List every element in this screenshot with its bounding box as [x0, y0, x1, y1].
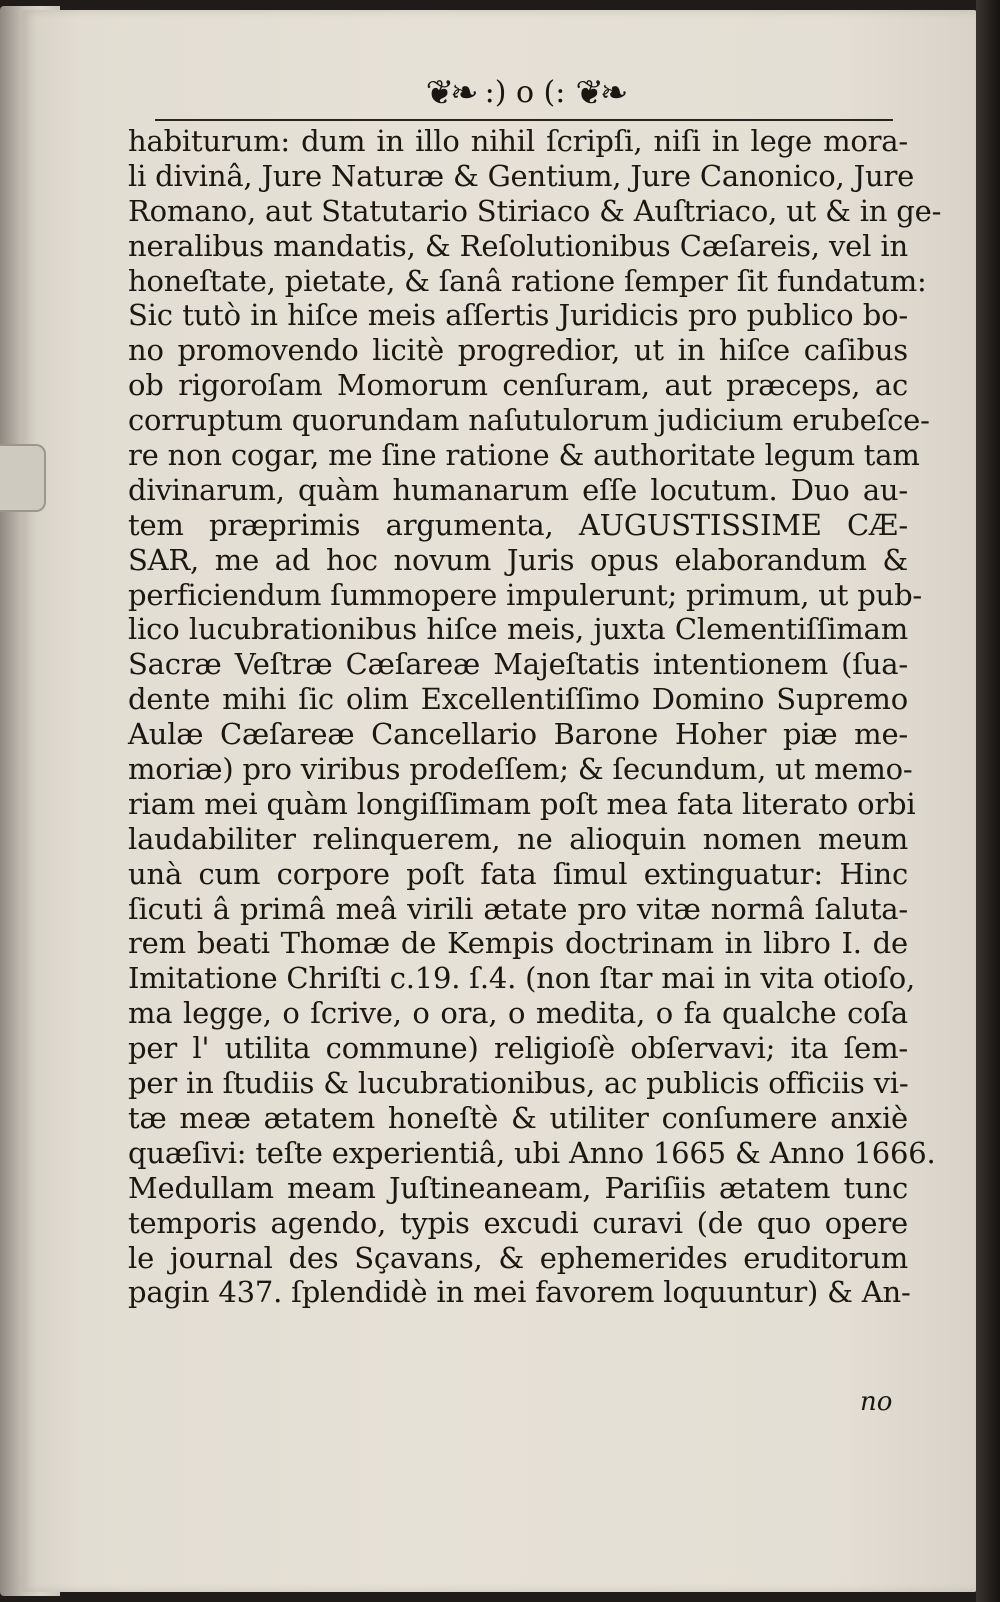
text-line: habiturum: dum in illo nihil ſcripſi, niſi in lege mora-	[128, 124, 908, 158]
header-rule	[155, 119, 893, 121]
left-ornament-icon: ❦❧	[425, 73, 475, 113]
text-line: Romano, aut Statutario Stiriaco & Auſtriaco, ut & in ge-	[128, 193, 942, 228]
text-line: rem beati Thomæ de Kempis doctrinam in libro I. de	[128, 926, 908, 961]
text-line: SAR, me ad hoc novum Juris opus elaborandum &	[128, 542, 908, 577]
text-line: Imitatione Chriſti c.19. ſ.4. (non ſtar mai in vita otioſo,	[128, 961, 915, 996]
text-line: re non cogar, me ſine ratione & authoritate legum tam	[128, 438, 920, 473]
text-line: riam mei quàm longiſſimam poſt mea fata literato orbi	[128, 786, 916, 821]
text-line: perficiendum ſummopere impulerunt; primum, ut pub-	[128, 577, 923, 612]
body-text	[128, 124, 942, 1310]
text-line: unà cum corpore poſt fata ſimul extinguatur: Hinc	[128, 856, 908, 891]
text-line: ma legge, o ſcrive, o ora, o medita, o fa qualche coſa	[128, 996, 908, 1031]
text-line: divinarum, quàm humanarum eſſe locutum. Duo au-	[128, 472, 908, 507]
text-line: Sacræ Veſtræ Cæſareæ Majeſtatis intentionem (ſua-	[128, 647, 908, 682]
text-line: neralibus mandatis, & Reſolutionibus Cæſareis, vel in	[128, 228, 908, 263]
text-line: ob rigoroſam Momorum cenſuram, aut præceps, ac	[128, 368, 908, 403]
page-clip	[0, 444, 46, 512]
text-line: Medullam meam Juſtineaneam, Pariſiis ætatem tunc	[128, 1170, 908, 1205]
text-line: lico lucubrationibus hiſce meis, juxta Clementiſſimam	[128, 612, 908, 647]
catchword: no	[860, 1387, 893, 1417]
text-line: dente mihi ſic olim Excellentiſſimo Domino Supremo	[128, 682, 908, 717]
text-line: per in ſtudiis & lucubrationibus, ac publicis officiis vi-	[128, 1066, 909, 1101]
text-line: tæ meæ ætatem honeſtè & utiliter conſumere anxiè	[128, 1100, 908, 1135]
text-line: corruptum quorundam naſutulorum judicium erubeſce-	[128, 403, 930, 438]
text-line: pagin 437. ſplendidè in mei favorem loquuntur) & An-	[128, 1275, 911, 1310]
text-line: ſicuti â primâ meâ virili ætate pro vitæ normâ ſaluta-	[128, 891, 908, 926]
text-line: temporis agendo, typis excudi curavi (de quo opere	[128, 1205, 908, 1240]
text-line: quæſivi: teſte experientiâ, ubi Anno 1665 & Anno 1666.	[128, 1135, 936, 1170]
text-line: Aulæ Cæſareæ Cancellario Barone Hoher piæ me-	[128, 717, 908, 752]
text-line: laudabiliter relinquerem, ne alioquin nomen meum	[128, 821, 908, 856]
page-header	[405, 72, 645, 114]
text-line: honeſtate, pietate, & ſanâ ratione ſemper ſit fundatum:	[128, 263, 927, 298]
right-ornament-icon: ❦❧	[575, 73, 625, 113]
text-line: li divinâ, Jure Naturæ & Gentium, Jure Canonico, Jure	[128, 158, 915, 193]
text-line: Sic tutò in hiſce meis aſſertis Juridicis pro publico bo-	[128, 298, 908, 333]
text-line: per l' utilita commune) religioſè obſervavi; ita ſem-	[128, 1031, 908, 1066]
header-mark: :) o (:	[484, 75, 566, 110]
text-line: le journal des Sçavans, & ephemerides eruditorum	[128, 1240, 908, 1275]
text-line: moriæ) pro viribus prodeſſem; & ſecundum, ut memo-	[128, 752, 913, 787]
text-line: no promovendo licitè progredior, ut in hiſce caſibus	[128, 333, 908, 368]
right-binding-shadow	[976, 0, 1000, 1602]
text-line: tem præprimis argumenta, AUGUSTISSIME CÆ-	[128, 507, 908, 542]
